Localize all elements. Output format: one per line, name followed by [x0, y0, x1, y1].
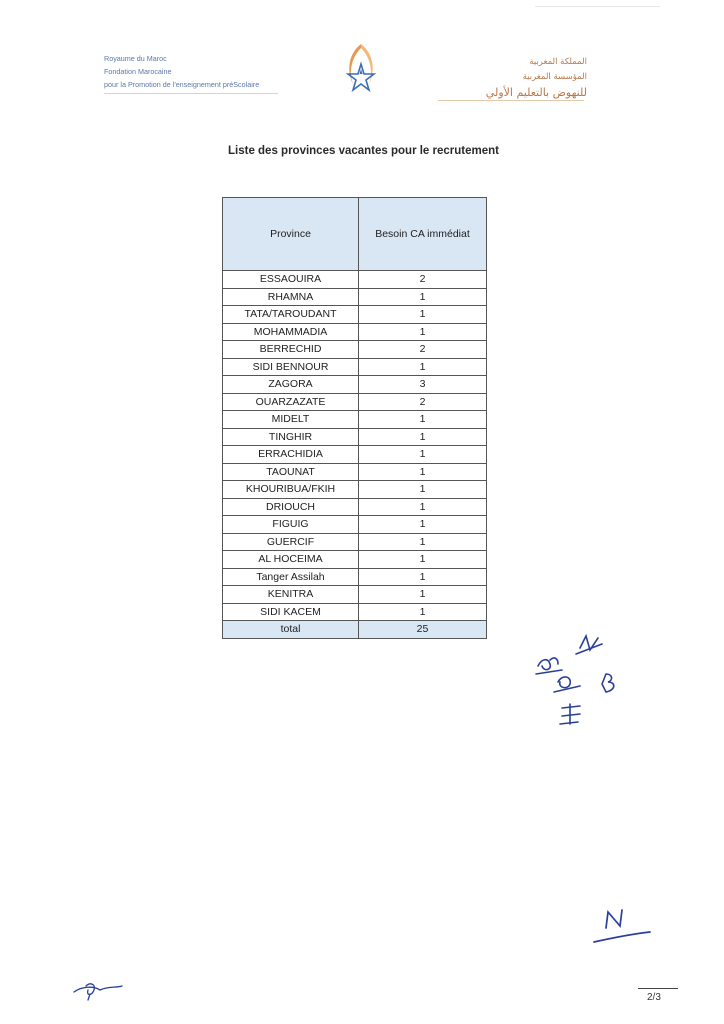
- header-left-line-2: Fondation Marocaine: [104, 67, 172, 76]
- besoin-cell: 1: [359, 323, 487, 341]
- header-left-line-1: Royaume du Maroc: [104, 54, 167, 63]
- province-cell: GUERCIF: [223, 533, 359, 551]
- header-besoin: Besoin CA immédiat: [359, 198, 487, 271]
- besoin-cell: 1: [359, 603, 487, 621]
- table-row: [223, 498, 487, 516]
- province-cell: MIDELT: [223, 411, 359, 429]
- header-right-line-3: للنهوض بالتعليم الأولي: [485, 86, 587, 99]
- table-header-row: [223, 198, 487, 271]
- province-cell: SIDI BENNOUR: [223, 358, 359, 376]
- header-right-underline: [438, 100, 584, 101]
- besoin-cell: 2: [359, 341, 487, 359]
- total-row: [223, 621, 487, 639]
- besoin-cell: 1: [359, 358, 487, 376]
- table-row: [223, 516, 487, 534]
- province-cell: KHOURIBUA/FKIH: [223, 481, 359, 499]
- province-cell: Tanger Assilah: [223, 568, 359, 586]
- table-row: [223, 376, 487, 394]
- besoin-cell: 1: [359, 586, 487, 604]
- table-row: [223, 323, 487, 341]
- table-row: [223, 481, 487, 499]
- besoin-cell: 3: [359, 376, 487, 394]
- besoin-cell: 1: [359, 481, 487, 499]
- besoin-cell: 1: [359, 446, 487, 464]
- province-cell: TINGHIR: [223, 428, 359, 446]
- table-row: [223, 603, 487, 621]
- province-cell: RHAMNA: [223, 288, 359, 306]
- header-right-text: [417, 55, 587, 101]
- province-cell: ZAGORA: [223, 376, 359, 394]
- total-value: 25: [359, 621, 487, 639]
- besoin-cell: 1: [359, 288, 487, 306]
- handwritten-n-initial-icon: [588, 902, 658, 952]
- besoin-cell: 1: [359, 428, 487, 446]
- besoin-cell: 1: [359, 463, 487, 481]
- province-cell: MOHAMMADIA: [223, 323, 359, 341]
- table-row: [223, 551, 487, 569]
- province-cell: KENITRA: [223, 586, 359, 604]
- table-row: [223, 341, 487, 359]
- province-cell: OUARZAZATE: [223, 393, 359, 411]
- besoin-cell: 1: [359, 411, 487, 429]
- table-row: [223, 586, 487, 604]
- province-cell: ESSAOUIRA: [223, 271, 359, 289]
- besoin-cell: 1: [359, 516, 487, 534]
- besoin-cell: 1: [359, 568, 487, 586]
- document-title: Liste des provinces vacantes pour le recrutement: [228, 145, 499, 157]
- handwritten-initials-signature-icon: [528, 630, 638, 730]
- table-row: [223, 533, 487, 551]
- province-cell: ERRACHIDIA: [223, 446, 359, 464]
- province-cell: TATA/TAROUDANT: [223, 306, 359, 324]
- table-row: [223, 358, 487, 376]
- page-number-rule: [638, 988, 678, 989]
- province-cell: FIGUIG: [223, 516, 359, 534]
- province-cell: SIDI KACEM: [223, 603, 359, 621]
- handwritten-paraph-icon: [70, 978, 126, 1002]
- province-cell: TAOUNAT: [223, 463, 359, 481]
- table-row: [223, 288, 487, 306]
- header-right-line-2: المؤسسة المغربية: [522, 72, 587, 82]
- header-province: Province: [223, 198, 359, 271]
- table-row: [223, 428, 487, 446]
- table-row: [223, 271, 487, 289]
- table-row: [223, 411, 487, 429]
- besoin-cell: 1: [359, 498, 487, 516]
- table-row: [223, 393, 487, 411]
- foundation-star-logo-icon: [342, 42, 380, 102]
- besoin-cell: 1: [359, 306, 487, 324]
- header-left-line-3: pour la Promotion de l'enseignement préScolaire: [104, 80, 260, 89]
- province-cell: DRIOUCH: [223, 498, 359, 516]
- besoin-cell: 1: [359, 551, 487, 569]
- province-cell: AL HOCEIMA: [223, 551, 359, 569]
- besoin-cell: 1: [359, 533, 487, 551]
- provinces-table: [222, 197, 487, 639]
- top-faint-line: [535, 6, 660, 7]
- table-row: [223, 463, 487, 481]
- table-row: [223, 568, 487, 586]
- province-cell: BERRECHID: [223, 341, 359, 359]
- header-left-text: [104, 52, 284, 91]
- table-row: [223, 446, 487, 464]
- total-label: total: [223, 621, 359, 639]
- table-row: [223, 306, 487, 324]
- header-left-underline: [104, 93, 278, 94]
- page-number: 2/3: [647, 992, 661, 1003]
- besoin-cell: 2: [359, 393, 487, 411]
- header-right-line-1: المملكة المغربية: [529, 57, 587, 67]
- besoin-cell: 2: [359, 271, 487, 289]
